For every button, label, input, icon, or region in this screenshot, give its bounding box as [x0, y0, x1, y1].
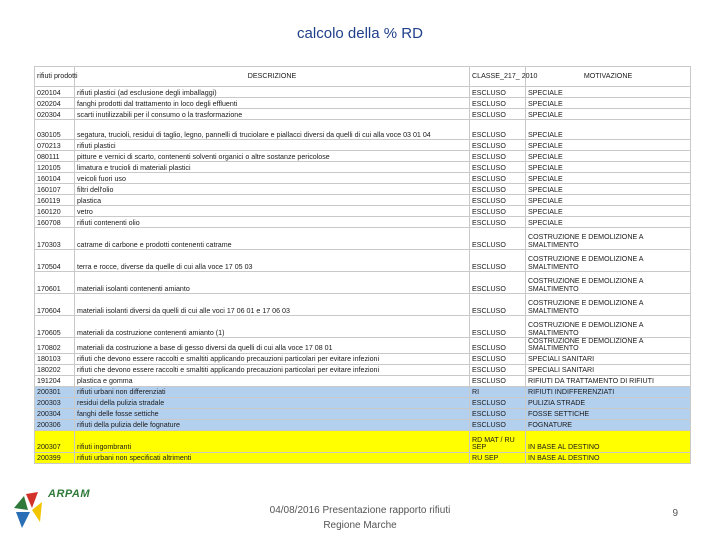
- cell-description: scarti inutilizzabili per il consumo o la trasformazione: [75, 109, 470, 120]
- cell-code: 170303: [35, 228, 75, 250]
- cell-description: rifiuti che devono essere raccolti e smaltiti applicando precauzioni particolari per evitare infezioni: [75, 353, 470, 364]
- table-row: [35, 375, 691, 386]
- table-row: [35, 250, 691, 272]
- table-row: [35, 206, 691, 217]
- cell-classe: ESCLUSO: [470, 250, 526, 272]
- cell-classe: ESCLUSO: [470, 364, 526, 375]
- table-header-row: [35, 67, 691, 87]
- cell-classe: ESCLUSO: [470, 408, 526, 419]
- cell-description: veicoli fuori uso: [75, 173, 470, 184]
- table-row: [35, 184, 691, 195]
- cell-motivazione: COSTRUZIONE E DEMOLIZIONE A SMALTIMENTO: [526, 338, 691, 354]
- cell-classe: ESCLUSO: [470, 316, 526, 338]
- table-row: [35, 98, 691, 109]
- cell-code: 160708: [35, 217, 75, 228]
- table-row: [35, 408, 691, 419]
- cell-motivazione: COSTRUZIONE E DEMOLIZIONE A SMALTIMENTO: [526, 316, 691, 338]
- cell-classe: RI: [470, 386, 526, 397]
- cell-description: fanghi delle fosse settiche: [75, 408, 470, 419]
- footer: [240, 503, 480, 533]
- cell-description: rifiuti della pulizia delle fognature: [75, 419, 470, 430]
- cell-description: terra e rocce, diverse da quelle di cui alla voce 17 05 03: [75, 250, 470, 272]
- cell-classe: ESCLUSO: [470, 294, 526, 316]
- table-row: [35, 430, 691, 452]
- cell-classe: ESCLUSO: [470, 140, 526, 151]
- cell-classe: RU SEP: [470, 452, 526, 463]
- cell-classe: ESCLUSO: [470, 375, 526, 386]
- cell-code: 170605: [35, 316, 75, 338]
- cell-code: 170802: [35, 338, 75, 354]
- cell-description: rifiuti che devono essere raccolti e smaltiti applicando precauzioni particolari per evitare infezioni: [75, 364, 470, 375]
- cell-classe: ESCLUSO: [470, 206, 526, 217]
- cell-motivazione: IN BASE AL DESTINO: [526, 430, 691, 452]
- cell-description: rifiuti contenenti olio: [75, 217, 470, 228]
- cell-motivazione: SPECIALI SANITARI: [526, 364, 691, 375]
- cell-classe: ESCLUSO: [470, 162, 526, 173]
- table-row: [35, 151, 691, 162]
- cell-description: materiali isolanti contenenti amianto: [75, 272, 470, 294]
- cell-code: 170601: [35, 272, 75, 294]
- cell-motivazione: FOGNATURE: [526, 419, 691, 430]
- cell-code: 180103: [35, 353, 75, 364]
- cell-code: 160120: [35, 206, 75, 217]
- cell-description: limatura e trucioli di materiali plastici: [75, 162, 470, 173]
- cell-description: vetro: [75, 206, 470, 217]
- cell-motivazione: COSTRUZIONE E DEMOLIZIONE A SMALTIMENTO: [526, 228, 691, 250]
- header-description: DESCRIZIONE: [75, 67, 470, 87]
- header-motivazione: MOTIVAZIONE: [526, 67, 691, 87]
- cell-classe: ESCLUSO: [470, 338, 526, 354]
- cell-description: plastica e gomma: [75, 375, 470, 386]
- cell-description: materiali da costruzione contenenti amianto (1): [75, 316, 470, 338]
- cell-code: 180202: [35, 364, 75, 375]
- cell-motivazione: SPECIALE: [526, 173, 691, 184]
- cell-description: rifiuti plastici: [75, 140, 470, 151]
- cell-code: 160107: [35, 184, 75, 195]
- cell-motivazione: SPECIALE: [526, 195, 691, 206]
- cell-classe: ESCLUSO: [470, 151, 526, 162]
- cell-classe: ESCLUSO: [470, 217, 526, 228]
- cell-description: fanghi prodotti dal trattamento in loco degli effluenti: [75, 98, 470, 109]
- cell-description: rifiuti urbani non differenziati: [75, 386, 470, 397]
- table-row: [35, 140, 691, 151]
- cell-motivazione: SPECIALE: [526, 120, 691, 140]
- cell-description: materiali da costruzione a base di gesso diversi da quelli di cui alla voce 17 08 01: [75, 338, 470, 354]
- cell-motivazione: RIFIUTI DA TRATTAMENTO DI RIFIUTI: [526, 375, 691, 386]
- cell-classe: ESCLUSO: [470, 272, 526, 294]
- slide-title: calcolo della % RD: [297, 25, 423, 42]
- cell-code: 120105: [35, 162, 75, 173]
- waste-codes-table: [34, 66, 691, 464]
- cell-classe: ESCLUSO: [470, 109, 526, 120]
- cell-classe: ESCLUSO: [470, 120, 526, 140]
- cell-motivazione: COSTRUZIONE E DEMOLIZIONE A SMALTIMENTO: [526, 250, 691, 272]
- header-code: rifiuti prodotti: [35, 67, 75, 87]
- cell-code: 020304: [35, 109, 75, 120]
- cell-motivazione: SPECIALE: [526, 151, 691, 162]
- cell-code: 020104: [35, 87, 75, 98]
- table-row: [35, 419, 691, 430]
- cell-motivazione: PULIZIA STRADE: [526, 397, 691, 408]
- table-row: [35, 397, 691, 408]
- cell-code: 160104: [35, 173, 75, 184]
- table-row: [35, 452, 691, 463]
- cell-code: 170504: [35, 250, 75, 272]
- cell-code: 030105: [35, 120, 75, 140]
- cell-motivazione: SPECIALE: [526, 87, 691, 98]
- cell-description: rifiuti plastici (ad esclusione degli imballaggi): [75, 87, 470, 98]
- cell-motivazione: SPECIALI SANITARI: [526, 353, 691, 364]
- cell-classe: ESCLUSO: [470, 98, 526, 109]
- table-row: [35, 386, 691, 397]
- table-row: [35, 217, 691, 228]
- cell-motivazione: SPECIALE: [526, 109, 691, 120]
- cell-motivazione: COSTRUZIONE E DEMOLIZIONE A SMALTIMENTO: [526, 272, 691, 294]
- cell-code: 020204: [35, 98, 75, 109]
- cell-description: filtri dell'olio: [75, 184, 470, 195]
- cell-motivazione: RIFIUTI INDIFFERENZIATI: [526, 386, 691, 397]
- cell-motivazione: COSTRUZIONE E DEMOLIZIONE A SMALTIMENTO: [526, 294, 691, 316]
- table-row: [35, 316, 691, 338]
- cell-classe: RD MAT / RU SEP: [470, 430, 526, 452]
- cell-motivazione: IN BASE AL DESTINO: [526, 452, 691, 463]
- cell-motivazione: SPECIALE: [526, 162, 691, 173]
- cell-description: rifiuti ingombranti: [75, 430, 470, 452]
- cell-code: 160119: [35, 195, 75, 206]
- cell-description: pitture e vernici di scarto, contenenti solventi organici o altre sostanze pericolose: [75, 151, 470, 162]
- cell-code: 200399: [35, 452, 75, 463]
- cell-classe: ESCLUSO: [470, 419, 526, 430]
- table-row: [35, 109, 691, 120]
- table-row: [35, 87, 691, 98]
- cell-code: 170604: [35, 294, 75, 316]
- table-row: [35, 120, 691, 140]
- cell-classe: ESCLUSO: [470, 353, 526, 364]
- arpam-logo-icon: [10, 488, 46, 532]
- cell-classe: ESCLUSO: [470, 195, 526, 206]
- cell-description: residui della pulizia stradale: [75, 397, 470, 408]
- page-number: 9: [672, 508, 678, 519]
- cell-motivazione: SPECIALE: [526, 217, 691, 228]
- table-row: [35, 195, 691, 206]
- table-row: [35, 364, 691, 375]
- cell-code: 070213: [35, 140, 75, 151]
- table-row: [35, 338, 691, 354]
- table-row: [35, 173, 691, 184]
- table-body: [35, 87, 691, 464]
- cell-classe: ESCLUSO: [470, 184, 526, 195]
- footer-line-1: 04/08/2016 Presentazione rapporto rifiuti: [269, 505, 451, 516]
- cell-description: rifiuti urbani non specificati altrimenti: [75, 452, 470, 463]
- table-row: [35, 228, 691, 250]
- cell-code: 200303: [35, 397, 75, 408]
- cell-description: catrame di carbone e prodotti contenenti catrame: [75, 228, 470, 250]
- cell-code: 200307: [35, 430, 75, 452]
- cell-code: 200301: [35, 386, 75, 397]
- cell-motivazione: SPECIALE: [526, 140, 691, 151]
- cell-classe: ESCLUSO: [470, 397, 526, 408]
- cell-code: 191204: [35, 375, 75, 386]
- cell-description: plastica: [75, 195, 470, 206]
- header-classe: CLASSE_217_ 2010: [470, 67, 526, 87]
- cell-code: 200304: [35, 408, 75, 419]
- cell-code: 200306: [35, 419, 75, 430]
- cell-classe: ESCLUSO: [470, 87, 526, 98]
- logo-name: ARPAM: [48, 488, 91, 500]
- cell-motivazione: SPECIALE: [526, 184, 691, 195]
- footer-line-2: Regione Marche: [323, 520, 397, 531]
- cell-classe: ESCLUSO: [470, 228, 526, 250]
- table-row: [35, 294, 691, 316]
- cell-motivazione: SPECIALE: [526, 206, 691, 217]
- cell-classe: ESCLUSO: [470, 173, 526, 184]
- cell-motivazione: FOSSE SETTICHE: [526, 408, 691, 419]
- cell-description: materiali isolanti diversi da quelli di cui alle voci 17 06 01 e 17 06 03: [75, 294, 470, 316]
- table-row: [35, 162, 691, 173]
- cell-description: segatura, trucioli, residui di taglio, legno, pannelli di truciolare e piallacci diversi da quelli di cui alla voce 03 01 04: [75, 120, 470, 140]
- cell-motivazione: SPECIALE: [526, 98, 691, 109]
- table-row: [35, 272, 691, 294]
- table-row: [35, 353, 691, 364]
- arpam-logo: [10, 488, 90, 536]
- cell-code: 080111: [35, 151, 75, 162]
